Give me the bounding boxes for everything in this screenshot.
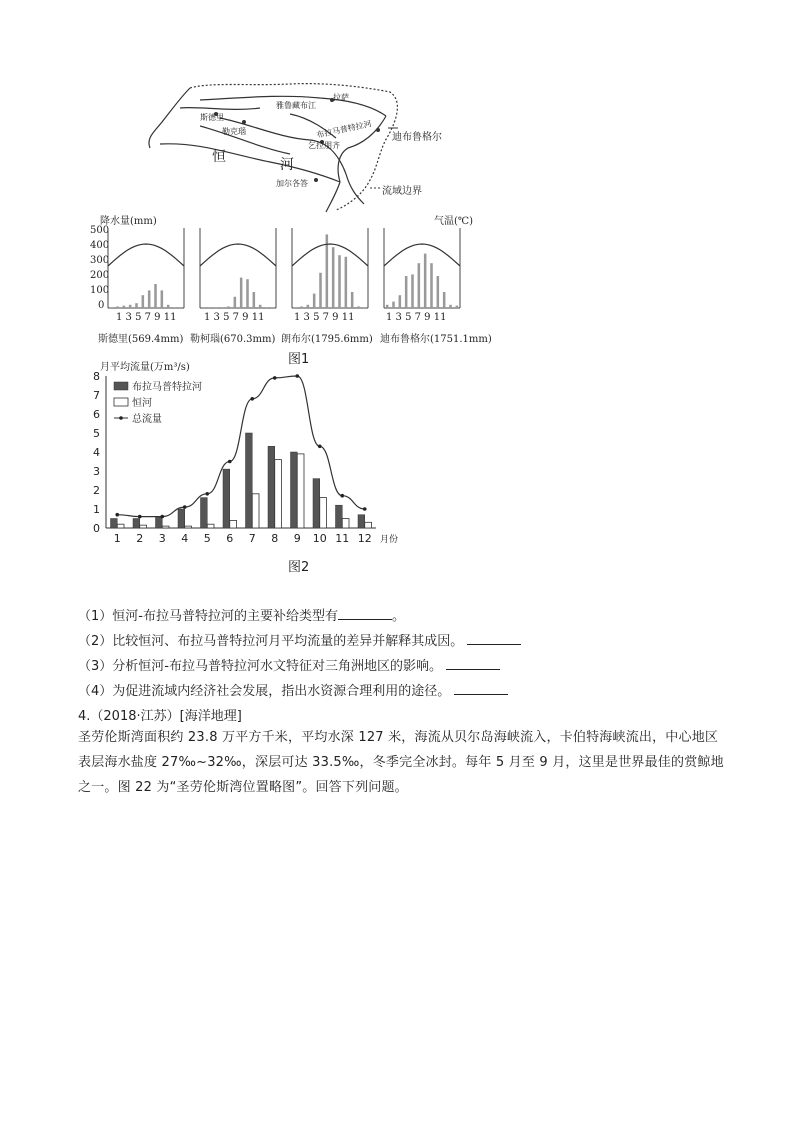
precip-bar (227, 306, 230, 308)
precip-bar (234, 297, 237, 308)
question-1-text: （1）恒河-布拉马普特拉河的主要补给类型有 (78, 609, 338, 624)
precip-bar (240, 278, 243, 308)
precip-bar (110, 307, 113, 308)
precip-bar (392, 302, 395, 308)
answer-blank[interactable] (467, 632, 521, 645)
x-tick-label: 7 (248, 532, 256, 545)
precip-bar (345, 257, 348, 308)
answer-blank[interactable] (338, 607, 392, 620)
total-flow-point (138, 515, 142, 519)
bar-ganges (230, 520, 237, 528)
station-label-lucknow: 勒柯瑙(670.3mm) (190, 334, 276, 345)
precip-bar (351, 292, 354, 308)
total-flow-point (205, 492, 209, 496)
total-flow-point (363, 507, 367, 511)
station-label-rangpur: 朗布尔(1795.6mm) (281, 334, 373, 345)
precip-bar (173, 307, 176, 308)
legend-swatch-brahmaputra (114, 382, 128, 390)
precip-bar (148, 290, 151, 308)
bar-brahmaputra (358, 515, 365, 528)
y-tick-label: 6 (93, 408, 100, 421)
fig1-y-tick: 200 (90, 270, 110, 281)
legend-label-total: 总流量 (132, 414, 162, 425)
temperature-curve (384, 244, 460, 266)
precip-bar (411, 274, 414, 308)
fig1-y-tick: 100 (90, 285, 110, 296)
y-tick-label: 3 (93, 465, 100, 478)
precip-bar (405, 276, 408, 308)
total-flow-point (318, 445, 322, 449)
legend-label-brahmaputra: 布拉马普特拉河 (132, 382, 202, 393)
bar-ganges (342, 519, 349, 529)
question-1 (78, 605, 405, 624)
precip-bar (313, 294, 316, 308)
precip-bar (154, 284, 157, 308)
line-total-flow (117, 376, 365, 517)
total-flow-point (295, 374, 299, 378)
bar-ganges (117, 524, 124, 528)
fig1-left-axis-label: 降水量(mm) (100, 216, 157, 227)
temperature-curve (292, 244, 368, 266)
fig1-y-tick: 0 (98, 300, 105, 311)
temperature-curve (108, 244, 184, 266)
y-tick-label: 5 (93, 427, 100, 440)
figure2-caption: 图2 (288, 560, 310, 575)
bar-brahmaputra (201, 498, 208, 528)
precip-bar (386, 305, 389, 308)
map-label-ganges-2: 河 (280, 157, 294, 173)
answer-blank[interactable] (446, 657, 500, 670)
precip-bar (180, 307, 183, 308)
precip-bar (437, 276, 440, 308)
y-tick-label: 8 (93, 370, 100, 383)
fig2-title: 月平均流量(万m³/s) (100, 362, 190, 373)
precip-bar (418, 263, 421, 308)
legend-label-ganges: 恒河 (132, 398, 152, 409)
bar-brahmaputra (156, 517, 163, 528)
precip-bar (364, 307, 367, 308)
x-axis-label: 月份 (380, 535, 399, 545)
precip-bar (215, 307, 218, 308)
precip-bar (338, 255, 341, 308)
x-tick-label: 10 (312, 532, 327, 545)
precip-bar (424, 254, 427, 308)
figure1-caption: 图1 (288, 352, 310, 367)
question-2-text: （2）比较恒河、布拉马普特拉河月平均流量的差异并解释其成因。 (78, 634, 464, 649)
fig1-y-tick: 500 (90, 225, 110, 236)
question-4-text: （4）为促进流域内经济社会发展，指出水资源合理利用的途径。 (78, 684, 451, 699)
precip-bar (332, 247, 335, 308)
legend-marker-total (119, 416, 123, 420)
precip-bar (399, 295, 402, 308)
precip-bar (357, 306, 360, 308)
bar-ganges (275, 460, 282, 528)
precip-bar (135, 303, 138, 308)
question-3 (78, 655, 500, 674)
bar-ganges (207, 524, 214, 528)
precip-bar (161, 290, 164, 308)
bar-ganges (162, 526, 169, 528)
precip-bar (129, 305, 132, 308)
precip-bar (253, 292, 256, 308)
precip-bar (123, 306, 126, 308)
total-flow-point (250, 397, 254, 401)
bar-brahmaputra (111, 519, 118, 529)
x-tick-label: 6 (226, 532, 234, 545)
precip-bar (265, 307, 268, 308)
precip-bar (294, 307, 297, 308)
discharge-chart (88, 366, 399, 550)
bar-ganges (365, 522, 372, 528)
question-3-text: （3）分析恒河-布拉马普特拉河水文特征对三角洲地区的影响。 (78, 659, 442, 674)
x-tick-label: 11 (335, 532, 350, 545)
y-tick-label: 7 (93, 389, 100, 402)
precip-bar (326, 234, 329, 308)
fig1-y-tick: 400 (90, 240, 110, 251)
map-label-cherrapunji: 乞拉朋齐 (308, 141, 340, 150)
map-label-basin-border: 流域边界 (382, 186, 422, 197)
map-label-delhi: 斯德里 (200, 113, 224, 122)
precip-bar (259, 305, 262, 308)
question-4 (78, 680, 508, 699)
precip-bar (221, 307, 224, 308)
question-2 (78, 630, 521, 649)
total-flow-point (160, 515, 164, 519)
precip-bar (167, 305, 170, 308)
precip-bar (142, 295, 145, 308)
bar-ganges (297, 454, 304, 528)
bar-brahmaputra (223, 469, 230, 528)
precip-bar (116, 306, 119, 308)
precip-bar (300, 306, 303, 308)
y-tick-label: 4 (93, 446, 100, 459)
bar-brahmaputra (178, 509, 185, 528)
x-tick-label: 5 (203, 532, 211, 545)
total-flow-point (228, 460, 232, 464)
station-label-dibrugarh: 迪布鲁格尔(1751.1mm) (380, 334, 492, 345)
bar-brahmaputra (291, 452, 298, 528)
map-label-lhasa: 拉萨 (333, 93, 349, 102)
precip-bar (430, 263, 433, 308)
precip-bar (456, 306, 459, 308)
temperature-curve (200, 244, 276, 266)
q4-header: 4.（2018·江苏）[海洋地理] (78, 709, 242, 724)
fig1-right-axis-label: 气温(℃) (434, 216, 473, 227)
bar-brahmaputra (268, 446, 275, 528)
bar-brahmaputra (313, 479, 320, 528)
map-label-dibrugarh: 迪布鲁格尔 (392, 132, 442, 143)
map-label-ganges-1: 恒 (212, 149, 226, 165)
bar-ganges (320, 498, 327, 528)
total-flow-point (273, 376, 277, 380)
bar-brahmaputra (336, 505, 343, 528)
precip-bar (449, 305, 452, 308)
fig1-y-tick: 300 (90, 255, 110, 266)
fig1-x-ticks: 1 3 5 7 9 11 (386, 312, 447, 323)
bar-ganges (140, 525, 147, 528)
y-tick-label: 2 (93, 484, 100, 497)
precip-bar (319, 273, 322, 308)
x-tick-label: 2 (136, 532, 144, 545)
precip-bar (208, 307, 211, 308)
x-tick-label: 3 (158, 532, 166, 545)
x-tick-label: 4 (181, 532, 189, 545)
station-label-delhi: 斯德里(569.4mm) (98, 334, 184, 345)
fig1-x-ticks: 1 3 5 7 9 11 (116, 312, 177, 323)
precip-bar (246, 279, 249, 308)
total-flow-point (183, 505, 187, 509)
precip-bar (307, 305, 310, 308)
y-tick-label: 1 (93, 503, 100, 516)
total-flow-point (340, 494, 344, 498)
fig1-x-ticks: 1 3 5 7 9 11 (204, 312, 265, 323)
precip-bar (202, 307, 205, 308)
q4-body: 圣劳伦斯湾面积约 23.8 万平方千米，平均水深 127 米，海流从贝尔岛海峡流入，卡伯特海峡流出，中心地区表层海水盐度 27‰~32‰，深层可达 33.5‰，冬季完全冰封。每年 5 月至 9 月，这里是世界最佳的赏鲸地之一。图 22 为“圣劳伦斯湾位置略图”。回答下列问题。 (78, 730, 724, 795)
y-tick-label: 0 (93, 522, 100, 535)
answer-blank[interactable] (454, 682, 508, 695)
map-label-brahmaputra: 布拉马普特拉河 (315, 119, 373, 140)
question-1-tail: 。 (391, 609, 405, 624)
precip-bar (272, 307, 275, 308)
bar-ganges (252, 494, 259, 528)
total-flow-point (115, 513, 119, 517)
bar-ganges (185, 526, 192, 528)
x-tick-label: 8 (271, 532, 279, 545)
map-label-yarlung: 雅鲁藏布江 (276, 101, 316, 110)
bar-brahmaputra (133, 519, 140, 529)
x-tick-label: 1 (113, 532, 121, 545)
bar-brahmaputra (246, 433, 253, 528)
precip-bar (443, 292, 446, 308)
climate-charts (108, 226, 468, 310)
map-label-lucknow: 勒克瑙 (222, 127, 246, 136)
x-tick-label: 12 (357, 532, 372, 545)
map-label-kolkata: 加尔各答 (276, 179, 308, 188)
x-tick-label: 9 (293, 532, 301, 545)
fig1-x-ticks: 1 3 5 7 9 11 (294, 312, 355, 323)
legend-swatch-ganges (114, 398, 128, 406)
